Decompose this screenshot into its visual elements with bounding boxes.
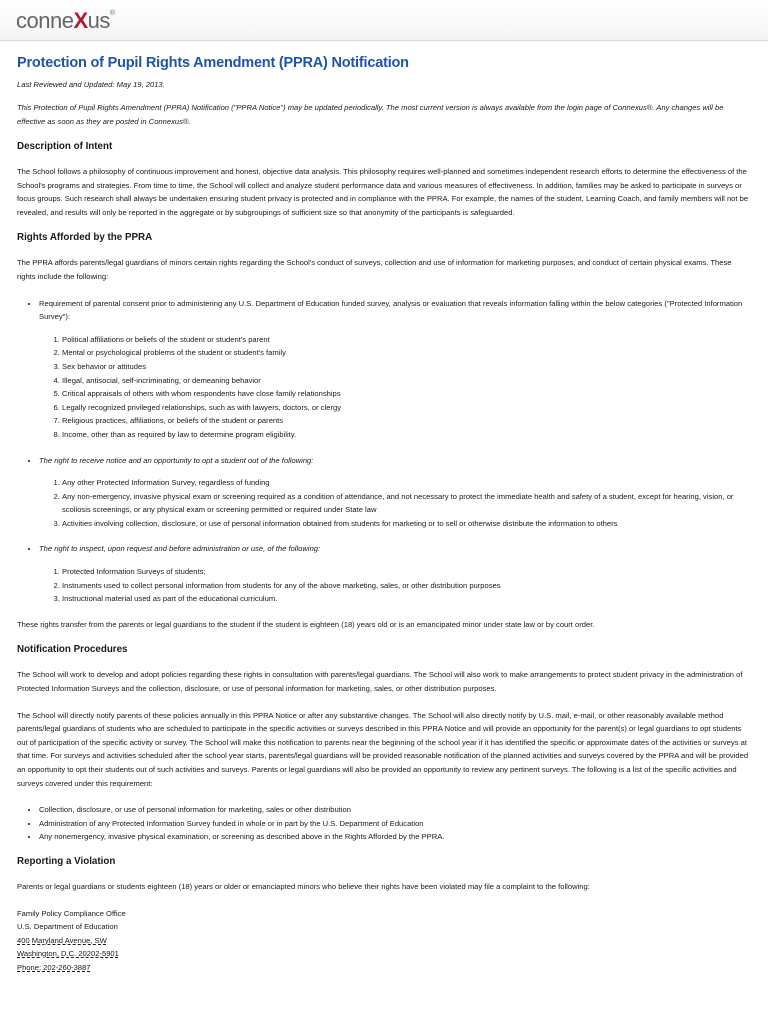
rights-bullet-text: The right to receive notice and an opportunity to opt a student out of the following:: [39, 455, 314, 465]
violation-paragraph: Parents or legal guardians or students eighteen (18) years or older or emanciapted minors who believe their rights have been violated may file a complaint to the following:: [17, 881, 590, 891]
list-item: • Any nonemergency, invasive physical examination, or screening as described above in the Rights Afforded by the PPRA.: [39, 830, 752, 844]
heading-description-of-intent: Description of Intent: [17, 141, 113, 152]
list-item: 3. Instructional material used as part of the educational curriculum.: [62, 592, 752, 606]
compliance-office-address: [17, 907, 752, 975]
rights-transfer-paragraph: These rights transfer from the parents or legal guardians to the student if the student is eighteen (18) years old or is an emancipated minor under state law or by court order.: [17, 619, 595, 629]
logo-text-x: X: [73, 8, 88, 33]
address-street-link[interactable]: 400 Maryland Avenue, SW: [17, 935, 107, 945]
list-item: 3. Sex behavior or attitudes: [62, 360, 752, 374]
rights-bullet-consent: [39, 297, 752, 442]
rights-intro-paragraph: The PPRA affords parents/legal guardians of minors certain rights regarding the School's conduct of surveys, collection and use of information for marketing purposes, and conduct of certain physical exams. These rights include the following:: [17, 258, 732, 281]
page-title: Protection of Pupil Rights Amendment (PPRA) Notification: [17, 55, 409, 71]
list-item: 1. Any other Protected Information Survey, regardless of funding: [62, 476, 752, 490]
logo-registered-mark: ®: [109, 10, 115, 17]
address-city-link[interactable]: Washington, D.C. 20202-5901: [17, 949, 119, 959]
list-item: 2. Instruments used to collect personal information from students for any of the above marketing, sales, or other distribution purposes: [62, 579, 752, 593]
notification-paragraph-1: The School will work to develop and adopt policies regarding these rights in consultation with parents/legal guardians. The School will also work to make arrangements to protect student privacy in the administration of Protected Information Surveys and the collection, disclosure, or use of personal information for marketing, sales, or other distribution purposes.: [17, 670, 743, 694]
rights-bullet-list: [17, 297, 752, 606]
list-item: 5. Critical appraisals of others with whom respondents have close family relationships: [62, 387, 752, 401]
opt-out-list: [39, 476, 752, 530]
rights-bullet-text: Requirement of parental consent prior to administering any U.S. Department of Education funded survey, analysis or evaluation that reveals information falling within the below categories ("Protected Information Survey"):: [39, 298, 743, 322]
list-item: 2. Any non-emergency, invasive physical exam or screening required as a condition of attendance, and not necessary to protect the immediate health and safety of a student, except for hearing, vision, or scoliosis screenings, or any physical exam or screening permitted or required under State law: [62, 490, 752, 517]
covered-activities-list: [17, 803, 752, 844]
rights-bullet-opt-out: [39, 454, 752, 531]
notification-paragraph-2: The School will directly notify parents of these policies annually in this PPRA Notice or after any substantive changes. The School will also directly notify by U.S. mail, e-mail, or other reasonably available method parents/legal guardians of students who are scheduled to participate in the specific activities or surveys described in this PPRA Notice and will provide an opportunity for the parent(s) or legal guardians to opt students out of participation of the specific activity or survey. The School will make this notification to parents near the beginning of the school year if it has identified the specific or approximate dates of the activities or surveys at that time. For surveys and activities scheduled after the school year starts, parents/legal guardians will be provided reasonable notification of the planned activities and surveys covered by the PPRA and will be provided an opportunity to opt their students out of such activities and surveys. Parents or legal guardians will also be provided an opportunity to review any pertinent surveys. The following is a list of the specific activities and surveys covered under this requirement:: [17, 710, 749, 788]
list-item: 7. Religious practices, affiliations, or beliefs of the student or parents: [62, 414, 752, 428]
heading-reporting-violation: Reporting a Violation: [17, 855, 116, 867]
intro-paragraph: This Protection of Pupil Rights Amendment (PPRA) Notification ("PPRA Notice") may be updated periodically. The most current version is always available from the login page of Connexus®. Any changes will be effective as soon as they are posted in Connexus®.: [17, 103, 724, 126]
list-item: • Administration of any Protected Information Survey funded in whole or in part by the U.S. Department of Education: [39, 817, 752, 831]
list-item: • Collection, disclosure, or use of personal information for marketing, sales or other distribution: [39, 803, 752, 817]
site-header: [0, 0, 768, 41]
protected-categories-list: [39, 333, 752, 442]
list-item: 2. Mental or psychological problems of the student or student's family: [62, 346, 752, 360]
address-line: U.S. Department of Education: [17, 922, 118, 932]
list-item: 1. Political affiliations or beliefs of the student or student's parent: [62, 333, 752, 347]
phone-link[interactable]: Phone: 202-260-3887: [17, 962, 91, 972]
inspect-list: [39, 565, 752, 606]
list-item: 1. Protected Information Surveys of students;: [62, 565, 752, 579]
heading-notification-procedures: Notification Procedures: [17, 644, 128, 656]
rights-bullet-text: The right to inspect, upon request and before administration or use, of the following:: [39, 544, 321, 554]
list-item: 3. Activities involving collection, disclosure, or use of personal information obtained from students for marketing or to sell or otherwise distribute the information to others: [62, 517, 752, 531]
last-reviewed-date: Last Reviewed and Updated: May 19, 2013.: [17, 80, 165, 89]
connexus-logo[interactable]: [16, 8, 115, 34]
list-item: 4. Illegal, antisocial, self-incriminating, or demeaning behavior: [62, 374, 752, 388]
logo-text-part1: conne: [16, 8, 74, 33]
page-content: [0, 55, 768, 975]
rights-bullet-inspect: [39, 542, 752, 605]
logo-text-part2: us: [87, 8, 110, 33]
list-item: 8. Income, other than as required by law to determine program eligibility.: [62, 428, 752, 442]
intent-paragraph: The School follows a philosophy of continuous improvement and honest, objective data analysis. This philosophy requires well-planned and sometimes independent research efforts to determine the effectiveness of the School's programs and strategies. From time to time, the School will collect and analyze student performance data and various measures of effectiveness. In addition, families may be asked to participate in surveys or focus groups. Such research shall always be undertaken ensuring student privacy is protected and in compliance with the PPRA. For example, the names of the student, Learning Coach, and family members will not be revealed, and results will only be reported in the aggregate or by subgroupings of sufficient size so that anonymity of the participants is safeguarded.: [17, 167, 749, 217]
list-item: 6. Legally recognized privileged relationships, such as with lawyers, doctors, or clergy: [62, 401, 752, 415]
heading-rights-afforded: Rights Afforded by the PPRA: [17, 232, 153, 244]
address-line: Family Policy Compliance Office: [17, 908, 126, 918]
